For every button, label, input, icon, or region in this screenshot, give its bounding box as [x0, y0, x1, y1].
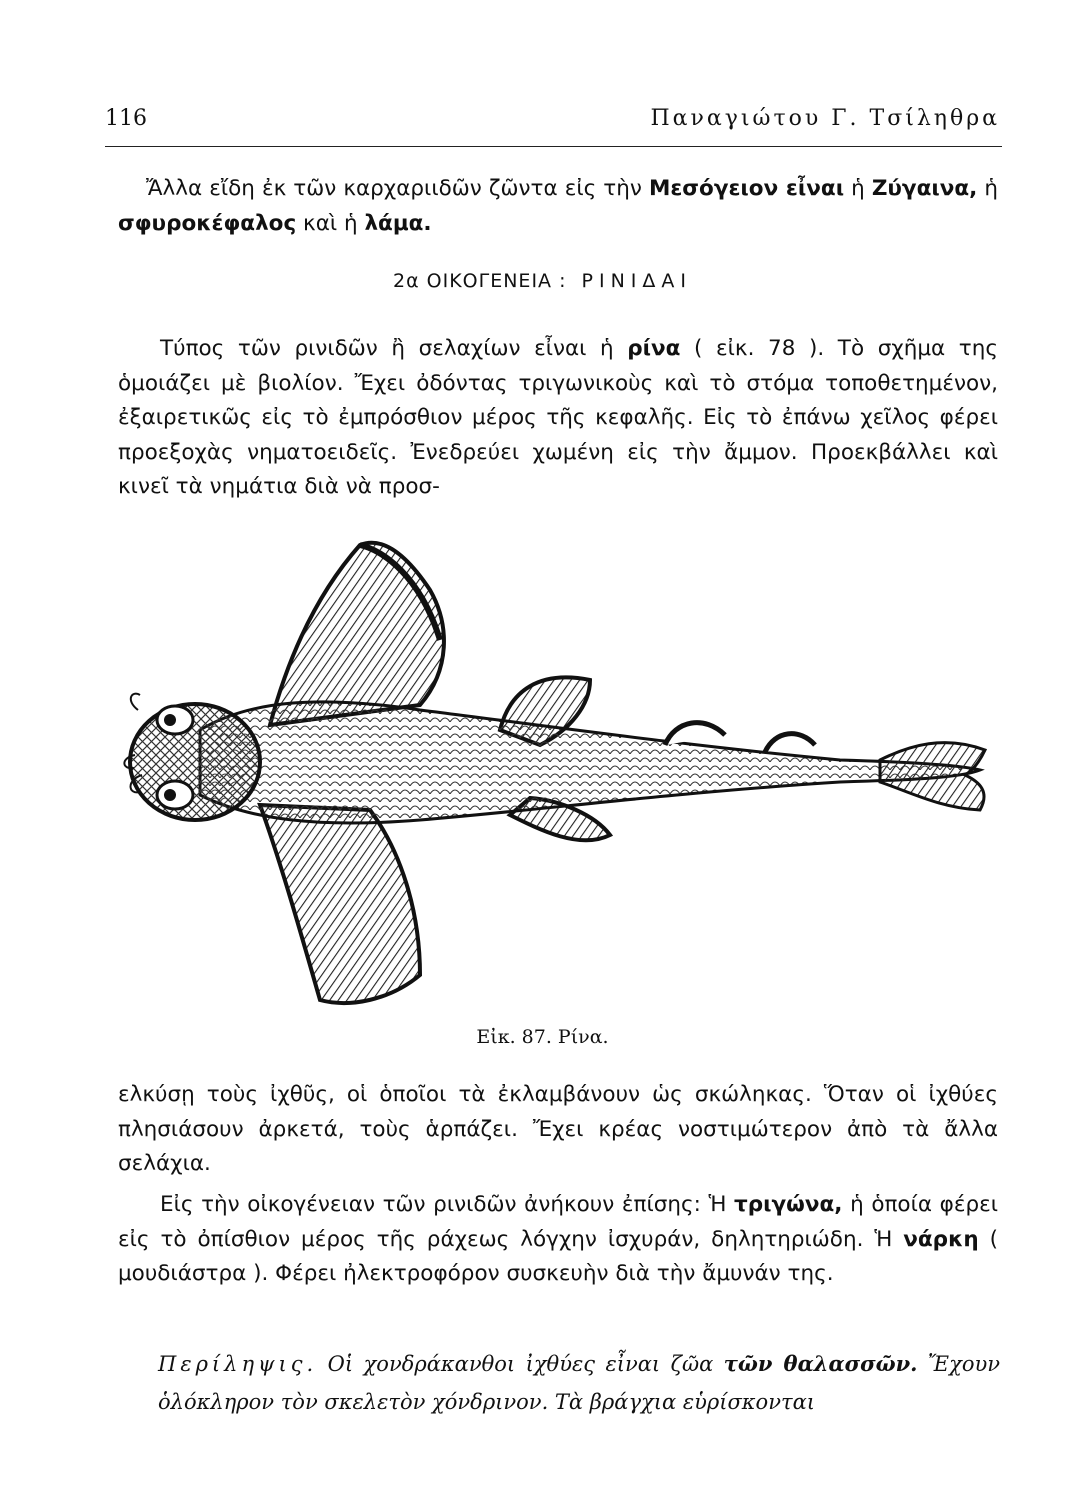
figure-caption: Εἰκ. 87. Ρίνα.	[476, 1026, 609, 1048]
page-header	[105, 102, 1002, 147]
summary-bold: τῶν θαλασσῶν.	[723, 1351, 918, 1376]
section-family: ΡΙΝΙΔΑΙ	[581, 270, 693, 292]
section-number: 2α	[392, 270, 420, 292]
page-number: 116	[105, 106, 147, 131]
family-paragraph: Εἰς τὴν οἰκογένειαν τῶν ρινιδῶν ἀνήκουν ἐπίσης: Ἡ τριγώνα, ἡ ὁποία φέρει εἰς τὸ ὀπίσθιον μέρος τῆς ράχεως λόγχην ἰσχυράν, δηλητηριώδη. Ἡ νάρκη ( μουδιάστρα ). Φέρει ἠλεκτροφόρον συσκευὴν διὰ τὴν ἄμυνάν της.	[118, 1192, 998, 1286]
term-rina: ρίνα	[627, 336, 681, 361]
angel-shark-illustration	[120, 530, 1000, 1030]
angel-shark-drawing	[120, 530, 1000, 1030]
section-label: ΟΙΚΟΓΕΝΕΙΑ :	[426, 270, 567, 292]
running-head: Παναγιώτου Γ. Τσίληθρα	[650, 106, 1000, 131]
term-lama: λάμα.	[364, 210, 432, 236]
summary-label: Περίληψις.	[158, 1352, 318, 1376]
summary-paragraph: Περίληψις. Οἱ χονδράκανθοι ἰχθύες εἶναι ζῶα τῶν θαλασσῶν. Ἔχουν ὁλόκληρον τὸν σκελετὸν χόνδρινον. Τὰ βράγχια εὑρίσκονται	[158, 1351, 1001, 1414]
term-mesogeios: Μεσόγειον εἶναι	[648, 176, 845, 201]
continuation-paragraph: ελκύσῃ τοὺς ἰχθῦς, οἱ ὁποῖοι τὰ ἐκλαμβάνουν ὡς σκώληκας. Ὅταν οἱ ἰχθύες πλησιάσουν ἀρκετά, τοὺς ἁρπάζει. Ἔχει κρέας νοστιμώτερον ἀπὸ τὰ ἄλλα σελάχια.	[118, 1082, 998, 1176]
section-heading	[0, 270, 1085, 292]
intro-paragraph: Ἄλλα εἴδη ἐκ τῶν καρχαριιδῶν ζῶντα εἰς τὴν Μεσόγειον εἶναι ἡ Ζύγαινα, ἡ σφυροκέφαλος καὶ ἡ λάμα.	[118, 176, 998, 236]
term-sfyrokefalos: σφυροκέφαλος	[118, 210, 297, 236]
term-zygaina: Ζύγαινα,	[871, 176, 978, 201]
term-trigona: τριγώνα,	[734, 1192, 843, 1217]
term-narki: νάρκη	[903, 1226, 979, 1252]
rina-paragraph: Τύπος τῶν ρινιδῶν ἢ σελαχίων εἶναι ἡ ρίνα ( εἰκ. 78 ). Τὸ σχῆμα της ὁμοιάζει μὲ βιολίον. Ἔχει ὀδόντας τριγωνικοὺς καὶ τὸ στόμα τοποθετημένον, ἐξαιρετικῶς εἰς τὸ ἐμπρόσθιον μέρος τῆς κεφαλῆς. Εἰς τὸ ἐπάνω χεῖλος φέρει προεξοχὰς νηματοειδεῖς. Ἐνεδρεύει χωμένη εἰς τὴν ἄμμον. Προεκβάλλει καὶ κινεῖ τὰ νημάτια διὰ νὰ προσ-	[118, 336, 998, 499]
